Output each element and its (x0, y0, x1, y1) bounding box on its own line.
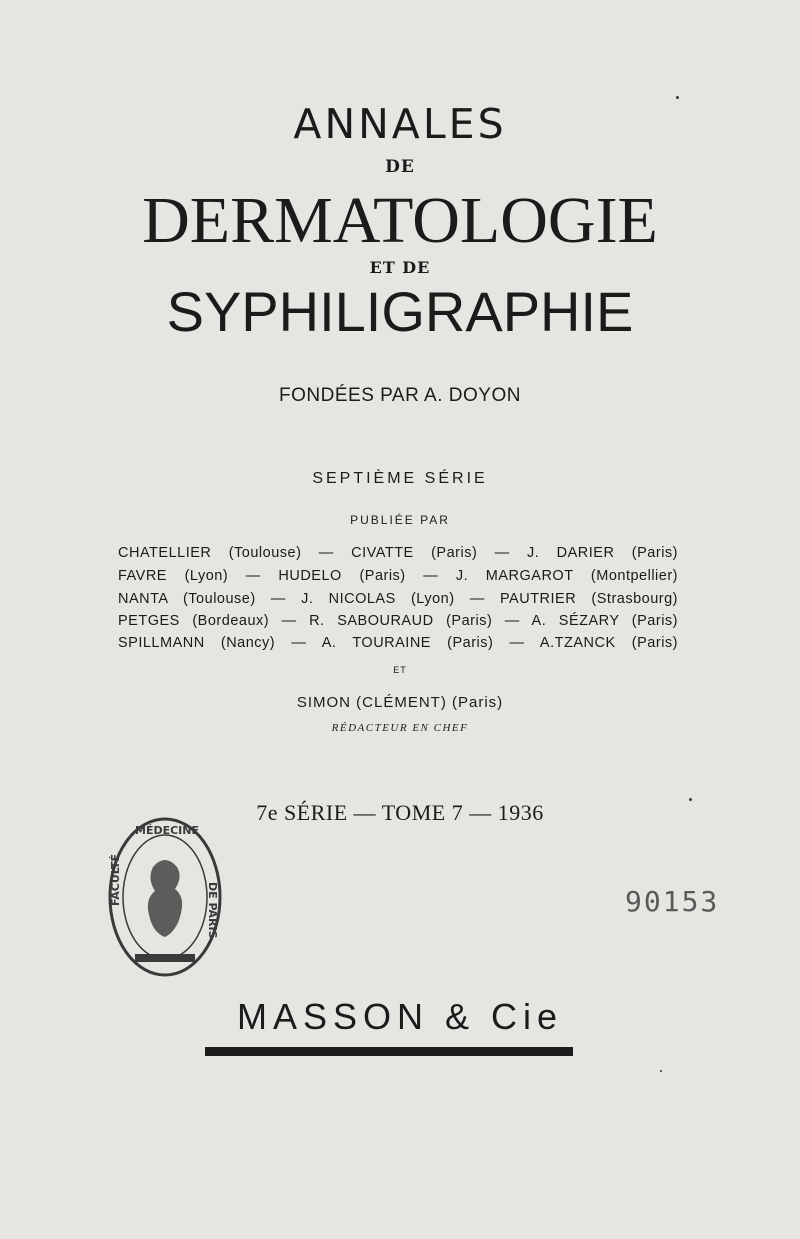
founder-line: FONDÉES PAR A. DOYON (279, 385, 521, 406)
library-stamp-seal (105, 812, 225, 982)
editor-name: SIMON (CLÉMENT) (Paris) (296, 694, 504, 711)
paper-speck (689, 798, 692, 801)
contributor-line: SPILLMANN (Nancy) — A. TOURAINE (Paris) — A.TZANCK (Paris) (118, 635, 678, 651)
journal-title-de: DE (385, 157, 415, 177)
svg-text:DE PARIS: DE PARIS (206, 882, 219, 939)
series-label: SEPTIÈME SÉRIE (312, 470, 488, 487)
contributor-line: FAVRE (Lyon) — HUDELO (Paris) — J. MARGAROT (Montpellier) (118, 568, 678, 584)
paper-speck (660, 1070, 662, 1072)
journal-title-dermatologie: DERMATOLOGIE (142, 184, 658, 257)
published-by: PUBLIÉE PAR (350, 513, 450, 527)
journal-title-et-de: ET DE (369, 258, 431, 277)
and-label: ET (393, 665, 407, 675)
svg-text:FACULTÉ: FACULTÉ (109, 854, 122, 906)
paper-speck (676, 96, 679, 99)
journal-title-syphiligraphie: SYPHILIGRAPHIE (166, 280, 634, 343)
publisher-underline (205, 1047, 573, 1056)
contributor-line: PETGES (Bordeaux) — R. SABOURAUD (Paris) — A. SÉZARY (Paris) (118, 613, 678, 629)
publisher-name: MASSON & Cie (236, 996, 564, 1037)
series-volume: 7e SÉRIE — TOME 7 — 1936 (256, 800, 544, 825)
journal-title-annales: ANNALES (293, 100, 507, 148)
editor-role: RÉDACTEUR EN CHEF (331, 722, 469, 734)
contributor-line: CHATELLIER (Toulouse) — CIVATTE (Paris) — J. DARIER (Paris) (118, 545, 678, 561)
catalog-number: 90153 (625, 885, 720, 918)
contributor-line: NANTA (Toulouse) — J. NICOLAS (Lyon) — PAUTRIER (Strasbourg) (118, 591, 678, 607)
svg-text:MÉDECINE: MÉDECINE (135, 824, 199, 837)
